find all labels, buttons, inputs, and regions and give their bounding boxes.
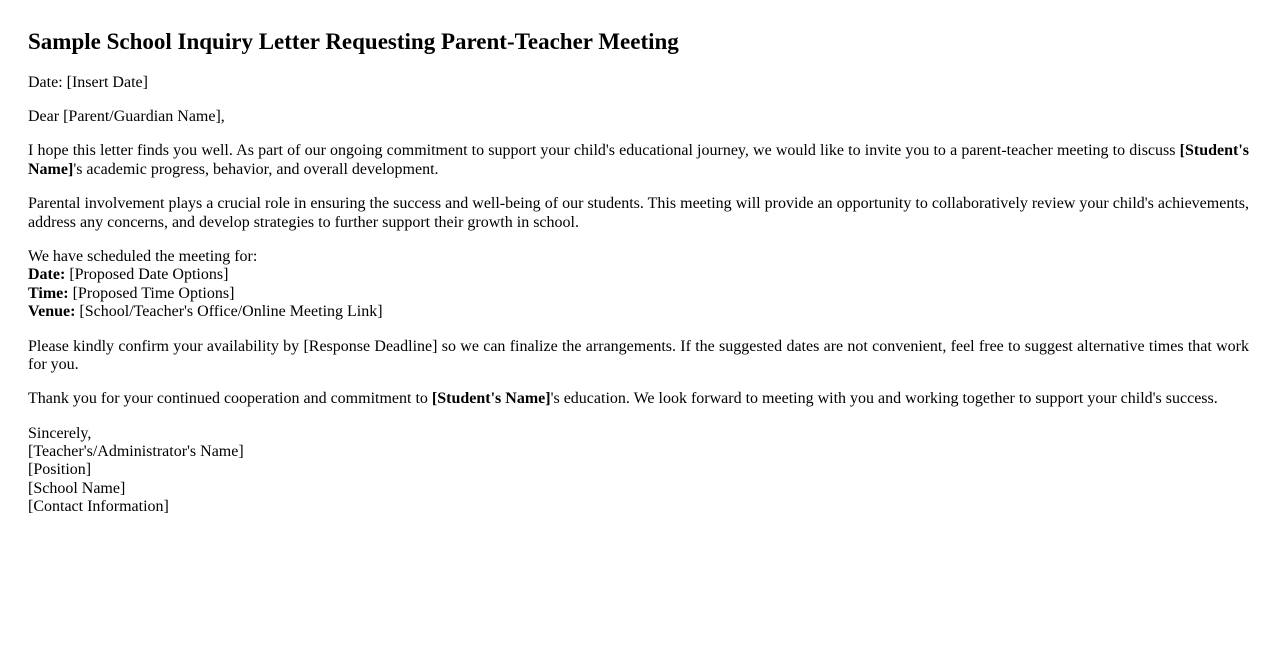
paragraph-availability: Please kindly confirm your availability by [Response Deadline] so we can finalize the arrangements. If the suggested dates are not convenient, feel free to suggest alternative times that work for you. xyxy=(28,337,1249,373)
paragraph-parental-involvement: Parental involvement plays a crucial role in ensuring the success and well-being of our students. This meeting will provide an opportunity to collaboratively review your child's achievements, address any concerns, and develop strategies to further support their growth in school. xyxy=(28,195,1249,231)
schedule-venue-value: [School/Teacher's Office/Online Meeting Link] xyxy=(75,303,383,321)
student-name-placeholder-2: [Student's Name] xyxy=(431,390,551,408)
schedule-item-date xyxy=(28,266,1249,284)
signature-school: [School Name] xyxy=(28,479,126,497)
schedule-intro: We have scheduled the meeting for: xyxy=(28,247,258,265)
signature-name: [Teacher's/Administrator's Name] xyxy=(28,443,244,461)
signature-position: [Position] xyxy=(28,461,92,479)
schedule-venue-label: Venue: xyxy=(28,303,76,321)
paragraph-invitation-text: I hope this letter finds you well. As part of our ongoing commitment to support your child's educational journey, we would like to invite you to a parent-teacher meeting to discuss xyxy=(28,142,1180,160)
signature-block xyxy=(28,425,1249,517)
paragraph-thank-you-text: Thank you for your continued cooperation and commitment to xyxy=(28,390,432,408)
schedule-time-label: Time: xyxy=(28,284,69,302)
schedule-item-time xyxy=(28,285,1249,303)
schedule-item-venue xyxy=(28,303,1249,321)
date-line: Date: [Insert Date] xyxy=(28,73,148,91)
paragraph-thank-you xyxy=(28,390,1249,408)
salutation: Dear [Parent/Guardian Name], xyxy=(28,107,225,125)
paragraph-invitation xyxy=(28,142,1249,179)
schedule-date-label: Date: xyxy=(28,266,66,284)
schedule-block xyxy=(28,248,1249,322)
schedule-date-value: [Proposed Date Options] xyxy=(65,266,229,284)
paragraph-thank-you-text-end: 's education. We look forward to meeting with you and working together to support your child's success. xyxy=(550,390,1218,408)
student-name-placeholder: [Student's Name] xyxy=(28,142,1249,178)
signature-contact: [Contact Information] xyxy=(28,498,169,516)
signature-closing: Sincerely, xyxy=(28,424,92,442)
paragraph-invitation-text-end: 's academic progress, behavior, and overall development. xyxy=(73,160,439,178)
schedule-time-value: [Proposed Time Options] xyxy=(68,284,235,302)
page-title: Sample School Inquiry Letter Requesting Parent-Teacher Meeting xyxy=(28,29,679,54)
